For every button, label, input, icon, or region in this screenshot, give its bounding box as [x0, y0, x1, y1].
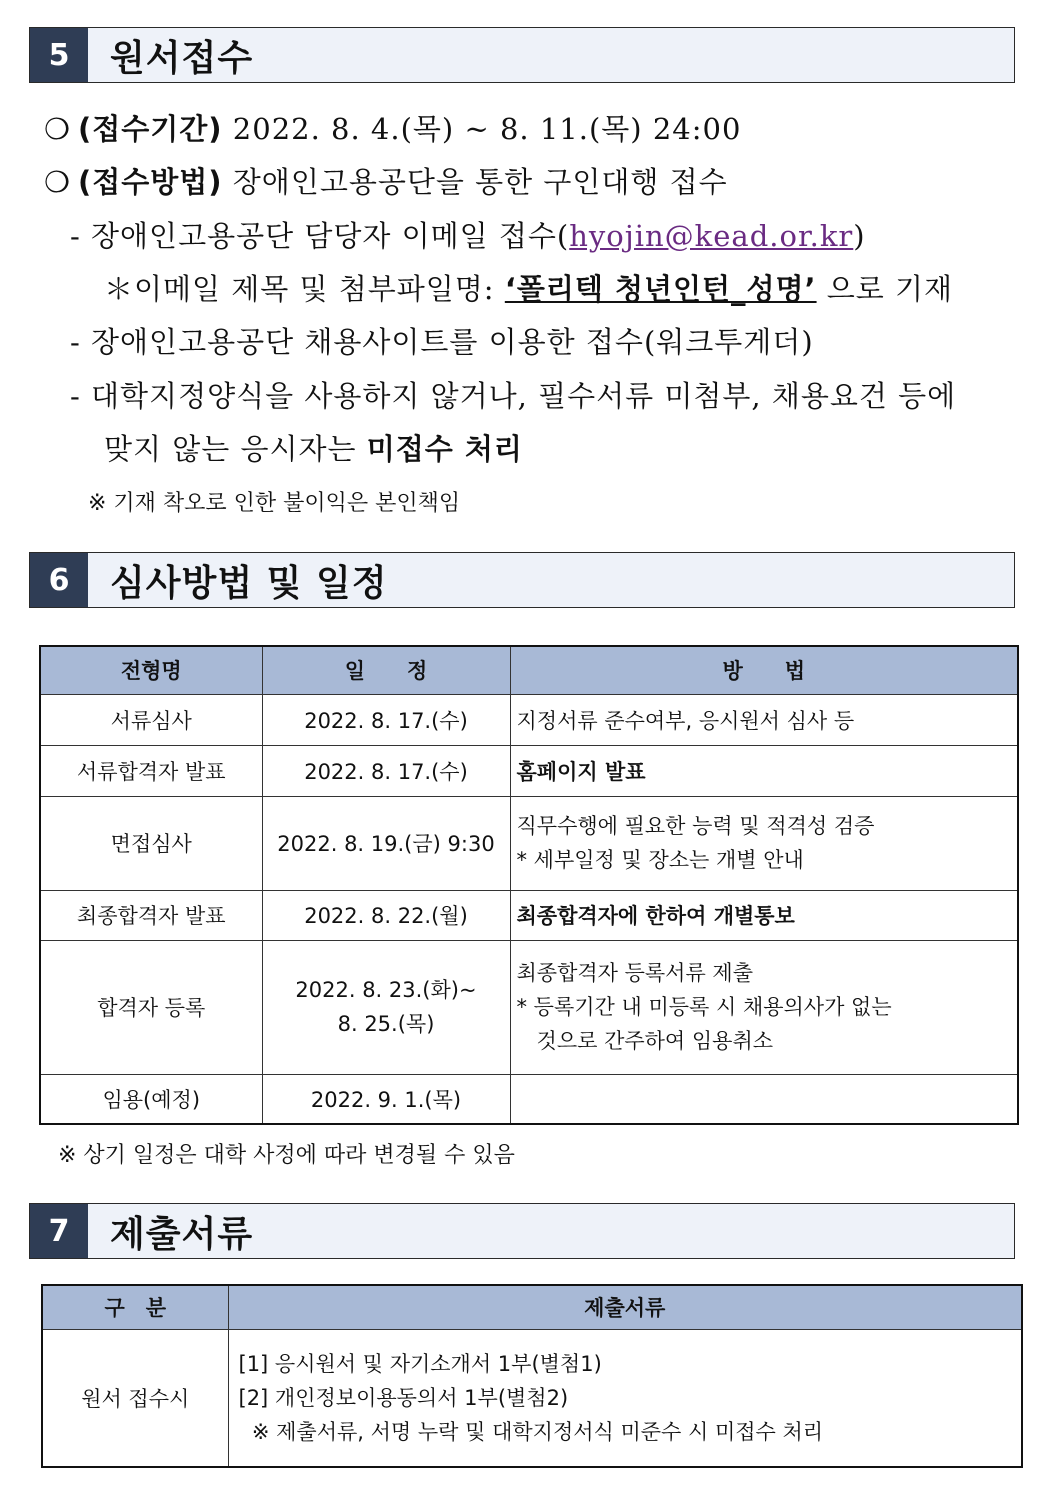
section-5-header [29, 27, 1015, 83]
documents-cell: [1] 응시원서 및 자기소개서 1부(별첨1) [2] 개인정보이용동의서 1부(별첨2) ※ 제출서류, 서명 누락 및 대학지정서식 미준수 시 미접수 처리 [228, 1329, 1022, 1467]
section-title: 심사방법 및 일정 [110, 562, 388, 604]
star-prefix: ＊이메일 제목 및 첨부파일명: [104, 272, 505, 306]
date-cell: 2022. 8. 22.(월) [262, 890, 510, 940]
date-cell: 2022. 8. 17.(수) [262, 694, 510, 745]
circle-bullet-icon: ❍ [44, 165, 71, 199]
email-line-prefix: 장애인고용공단 담당자 이메일 접수( [91, 219, 570, 253]
table-row [40, 940, 1018, 1074]
worktogether-text: 장애인고용공단 채용사이트를 이용한 접수(워크투게더) [91, 325, 814, 359]
rejection-text-1: 대학지정양식을 사용하지 않거나, 필수서류 미첨부, 채용요건 등에 [91, 379, 957, 413]
method-value: 장애인고용공단을 통한 구인대행 접수 [222, 165, 728, 199]
rejection-line-1 [70, 374, 956, 415]
method-line [44, 160, 728, 201]
rejection-line-2 [104, 427, 523, 468]
documents-table [41, 1284, 1023, 1468]
email-title-note [104, 267, 953, 308]
stage-cell: 서류심사 [40, 694, 262, 745]
dash-icon: - [70, 379, 81, 413]
category-cell: 원서 접수시 [42, 1329, 228, 1467]
stage-cell: 임용(예정) [40, 1074, 262, 1124]
schedule-table [39, 645, 1019, 1125]
table-row [40, 796, 1018, 890]
header-category: 구 분 [42, 1285, 228, 1329]
table-row [40, 1074, 1018, 1124]
stage-cell: 서류합격자 발표 [40, 745, 262, 796]
table-row [40, 694, 1018, 745]
section-number: 7 [30, 1204, 88, 1258]
section-6-note: ※ 상기 일정은 대학 사정에 따라 변경될 수 있음 [58, 1143, 515, 1168]
dash-icon: - [70, 325, 81, 359]
worktogether-line [70, 320, 814, 361]
rejection-bold: 미접수 처리 [366, 432, 523, 466]
method-cell: 홈페이지 발표 [510, 745, 1018, 796]
method-cell: 최종합격자에 한하여 개별통보 [510, 890, 1018, 940]
star-suffix: 으로 기재 [816, 272, 954, 306]
table-row [40, 890, 1018, 940]
email-link[interactable]: hyojin@kead.or.kr [569, 219, 854, 253]
section-title: 제출서류 [110, 1213, 254, 1255]
method-cell: 지정서류 준수여부, 응시원서 심사 등 [510, 694, 1018, 745]
date-cell: 2022. 9. 1.(목) [262, 1074, 510, 1124]
stage-cell: 최종합격자 발표 [40, 890, 262, 940]
email-line-suffix: ) [853, 219, 866, 253]
table-row [42, 1329, 1022, 1467]
date-cell: 2022. 8. 17.(수) [262, 745, 510, 796]
email-line [70, 214, 866, 255]
method-cell [510, 1074, 1018, 1124]
circle-bullet-icon: ❍ [44, 112, 71, 146]
section-title: 원서접수 [110, 37, 254, 79]
method-label: (접수방법) [78, 165, 223, 199]
header-method: 방 법 [510, 646, 1018, 694]
method-cell: 최종합격자 등록서류 제출 * 등록기간 내 미등록 시 채용의사가 없는 것으로 간주하여 임용취소 [510, 940, 1018, 1074]
period-line [44, 107, 741, 148]
section-number: 5 [30, 28, 88, 82]
section-6-header [29, 552, 1015, 608]
section-7-header [29, 1203, 1015, 1259]
stage-cell: 면접심사 [40, 796, 262, 890]
method-cell: 직무수행에 필요한 능력 및 적격성 검증 * 세부일정 및 장소는 개별 안내 [510, 796, 1018, 890]
rejection-text-2: 맞지 않는 응시자는 [104, 432, 367, 466]
date-cell: 2022. 8. 23.(화)~ 8. 25.(목) [262, 940, 510, 1074]
header-stage: 전형명 [40, 646, 262, 694]
section-5-note: ※ 기재 착오로 인한 불이익은 본인책임 [88, 491, 461, 516]
period-value: 2022. 8. 4.(목) ~ 8. 11.(목) 24:00 [222, 112, 742, 146]
period-label: (접수기간) [78, 112, 223, 146]
table-row [40, 745, 1018, 796]
stage-cell: 합격자 등록 [40, 940, 262, 1074]
dash-icon: - [70, 219, 81, 253]
header-schedule: 일 정 [262, 646, 510, 694]
header-documents: 제출서류 [228, 1285, 1022, 1329]
date-cell: 2022. 8. 19.(금) 9:30 [262, 796, 510, 890]
section-number: 6 [30, 553, 88, 607]
email-title-format: ‘폴리텍 청년인턴_성명’ [504, 272, 817, 306]
